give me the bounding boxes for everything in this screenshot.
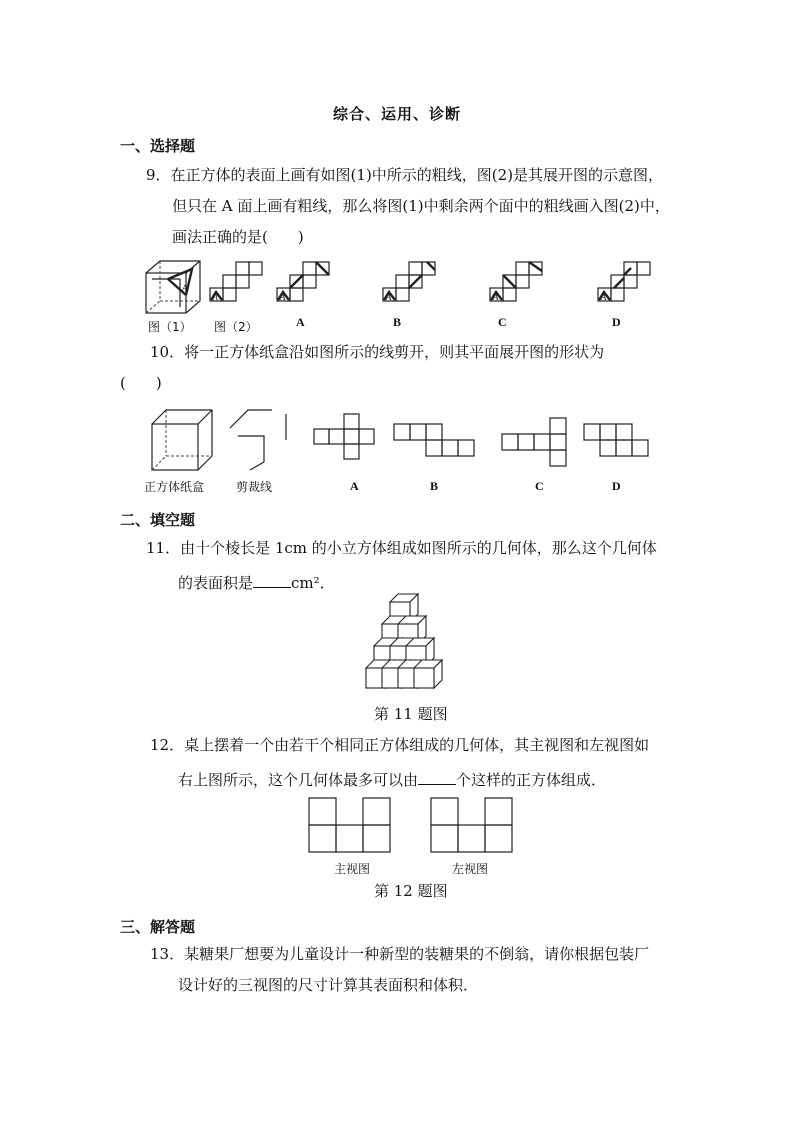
q9-option-c-label: C: [498, 315, 507, 329]
q11-stacked-cubes-figure: [364, 600, 464, 700]
q9-line-3: 画法正确的是( ): [172, 228, 304, 246]
q12-line-2: [178, 770, 606, 788]
page-title: 综合、运用、诊断: [333, 105, 462, 123]
q11-line-2-start: 的表面积是: [178, 574, 254, 592]
q12-left-view: [430, 797, 514, 857]
q9-line-2: 但只在 A 面上画有粗线，那么将图(1)中剩余两个面中的粗线画入图(2)中，: [172, 197, 670, 215]
q12-line-1: 12．桌上摆着一个由若干个相同正方体组成的几何体，其主视图和左视图如: [150, 736, 650, 754]
q10-option-d-net: [584, 422, 664, 482]
q12-left-view-label: 左视图: [452, 862, 489, 876]
q10-paper-box: [150, 408, 214, 472]
section-heading-choice: 一、选择题: [120, 137, 196, 155]
q9-option-a-face-label: A: [280, 293, 286, 302]
q11-line-2: [178, 573, 335, 591]
q12-line-2-end: 个这样的正方体组成．: [456, 771, 607, 789]
q9-option-b-face-label: A: [386, 293, 392, 302]
q10-option-c-label: C: [535, 479, 544, 493]
q9-line-1: 9．在正方体的表面上画有如图(1)中所示的粗线，图(2)是其展开图的示意图，: [146, 166, 664, 184]
q10-option-d-label: D: [612, 479, 621, 493]
q9-option-c-net: [490, 259, 550, 309]
q11-line-1: 11．由十个棱长是 1cm 的小立方体组成如图所示的几何体，那么这个几何体: [146, 539, 657, 557]
q11-line-2-end: cm²．: [291, 574, 335, 592]
q9-option-d-label: D: [612, 315, 621, 329]
section-heading-fill: 二、填空题: [120, 511, 196, 529]
section-heading-solve: 三、解答题: [120, 918, 196, 936]
q9-option-b-net: [383, 259, 443, 309]
q11-answer-blank[interactable]: [253, 573, 291, 588]
q12-front-view: [308, 797, 392, 857]
q13-line-2: 设计好的三视图的尺寸计算其表面积和体积．: [178, 976, 479, 994]
q10-cut-lines: [228, 408, 292, 472]
q9-figure-1-caption: 图（1）: [148, 320, 192, 334]
q10-option-a-net: [314, 412, 394, 472]
q9-option-d-face-label: A: [601, 293, 607, 302]
q10-cut-caption: 剪裁线: [236, 480, 273, 494]
q10-option-b-net: [394, 422, 514, 482]
q13-line-1: 13．某糖果厂想要为儿童设计一种新型的装糖果的不倒翁，请你根据包装厂: [150, 945, 650, 963]
q12-caption: 第 12 题图: [374, 882, 448, 900]
q9-figure-1-face-label: A: [182, 283, 188, 293]
unit-cube-edge: [414, 668, 434, 688]
q10-option-b-label: B: [430, 479, 439, 493]
q10-option-c-net: [502, 416, 582, 476]
q9-figure-2-caption: 图（2）: [214, 320, 258, 334]
q12-line-2-start: 右上图所示，这个几何体最多可以由: [178, 771, 419, 789]
q9-option-a-label: A: [296, 315, 305, 329]
q9-figure-1-cube: [144, 259, 204, 319]
q9-option-b-label: B: [393, 315, 402, 329]
q9-figure-2-face-label: A: [213, 293, 218, 302]
q12-front-view-label: 主视图: [334, 862, 371, 876]
q11-caption: 第 11 题图: [374, 705, 448, 723]
q9-option-c-face-label: A: [493, 293, 499, 302]
q9-figure-2-net: [210, 259, 270, 309]
q10-box-caption: 正方体纸盒: [144, 480, 205, 494]
q10-line-1: 10．将一正方体纸盒沿如图所示的线剪开，则其平面展开图的形状为: [150, 343, 605, 361]
q10-option-a-label: A: [350, 479, 359, 493]
q10-line-2: ( ): [120, 374, 162, 392]
q9-option-a-net: [277, 259, 337, 309]
q12-answer-blank[interactable]: [418, 770, 456, 785]
q9-option-d-net: [598, 259, 658, 309]
